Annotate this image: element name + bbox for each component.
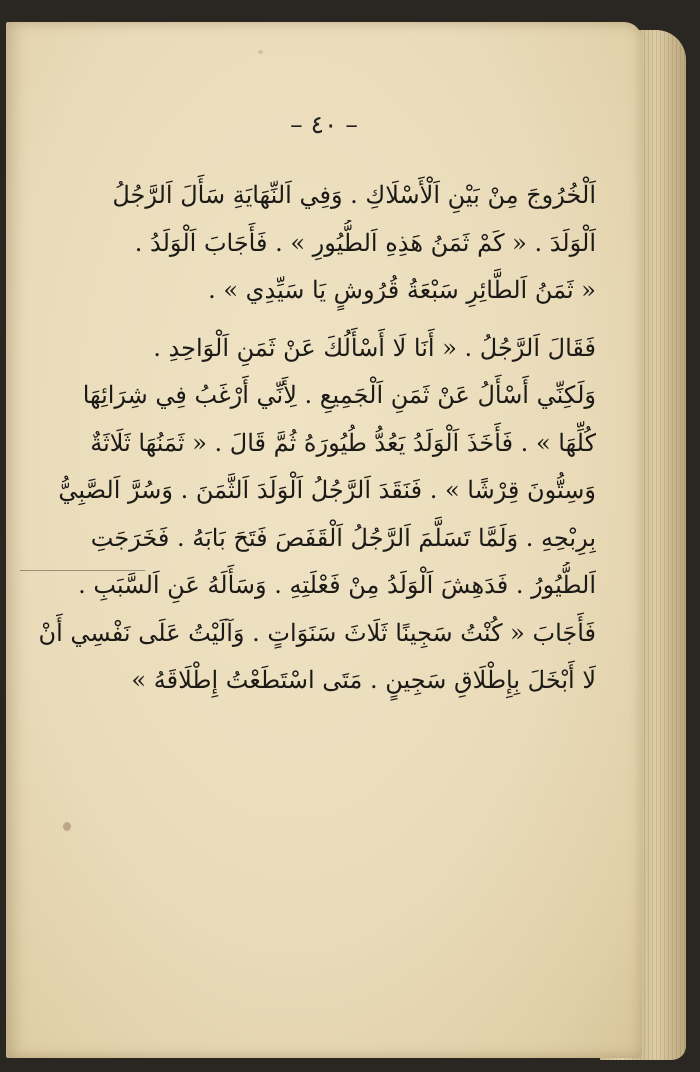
text-line: وَلَكِنِّي أَسْأَلُ عَنْ ثَمَنِ اَلْجَمِيعِ . لِأَنِّي أَرْغَبُ فِي شِرَائِهَا [82,381,596,409]
text-line: اَلْوَلَدَ . « كَمْ ثَمَنُ هَذِهِ اَلطُّيُورِ » . فَأَجَابَ اَلْوَلَدُ . [134,228,596,257]
text-line: كُلِّهَا » . فَأَخَذَ اَلْوَلَدُ يَعُدُّ طُيُورَهُ ثُمَّ قَالَ . « ثَمَنُهَا ثَلَاثَةٌ [90,428,596,457]
text-line: اَلْخُرُوجَ مِنْ بَيْنِ اَلْأَسْلَاكِ . وَفِي اَلنِّهَايَةِ سَأَلَ اَلرَّجُلُ [112,181,596,209]
text-line: فَقَالَ اَلرَّجُلُ . « أَنَا لَا أَسْأَلُكَ عَنْ ثَمَنِ اَلْوَاحِدِ . [153,333,596,362]
text-line: اَلطُّيُورُ . فَدَهِشَ اَلْوَلَدُ مِنْ فَعْلَتِهِ . وَسَأَلَهُ عَنِ اَلسَّبَبِ . [78,571,596,599]
paper-spot [258,50,263,54]
paper-spot [63,822,71,831]
body-text [26,172,596,705]
text-line: بِرِبْحِهِ . وَلَمَّا تَسَلَّمَ اَلرَّجُلُ اَلْقَفَصَ فَتَحَ بَابَهُ . فَخَرَجَتِ [90,523,596,552]
text-line: لَا أَبْخَلَ بِإِطْلَاقِ سَجِينٍ . مَتَى اسْتَطَعْتُ إِطْلَاقَهُ » [131,666,596,694]
text-line: فَأَجَابَ « كُنْتُ سَجِينًا ثَلَاثَ سَنَوَاتٍ . وَآلَيْتُ عَلَى نَفْسِي أَنْ [38,618,596,647]
paragraph-gap [26,315,596,325]
page-number: – ٤٠ – [290,110,358,139]
text-line: « ثَمَنُ اَلطَّائِرِ سَبْعَةُ قُرُوشٍ يَا سَيِّدِي » . [208,276,596,304]
book-page [6,22,642,1058]
text-line: وَسِتُّونَ قِرْشًا » . فَنَقَدَ اَلرَّجُلُ اَلْوَلَدَ اَلثَّمَنَ . وَسُرَّ اَلصَّبِيُّ [58,476,596,504]
